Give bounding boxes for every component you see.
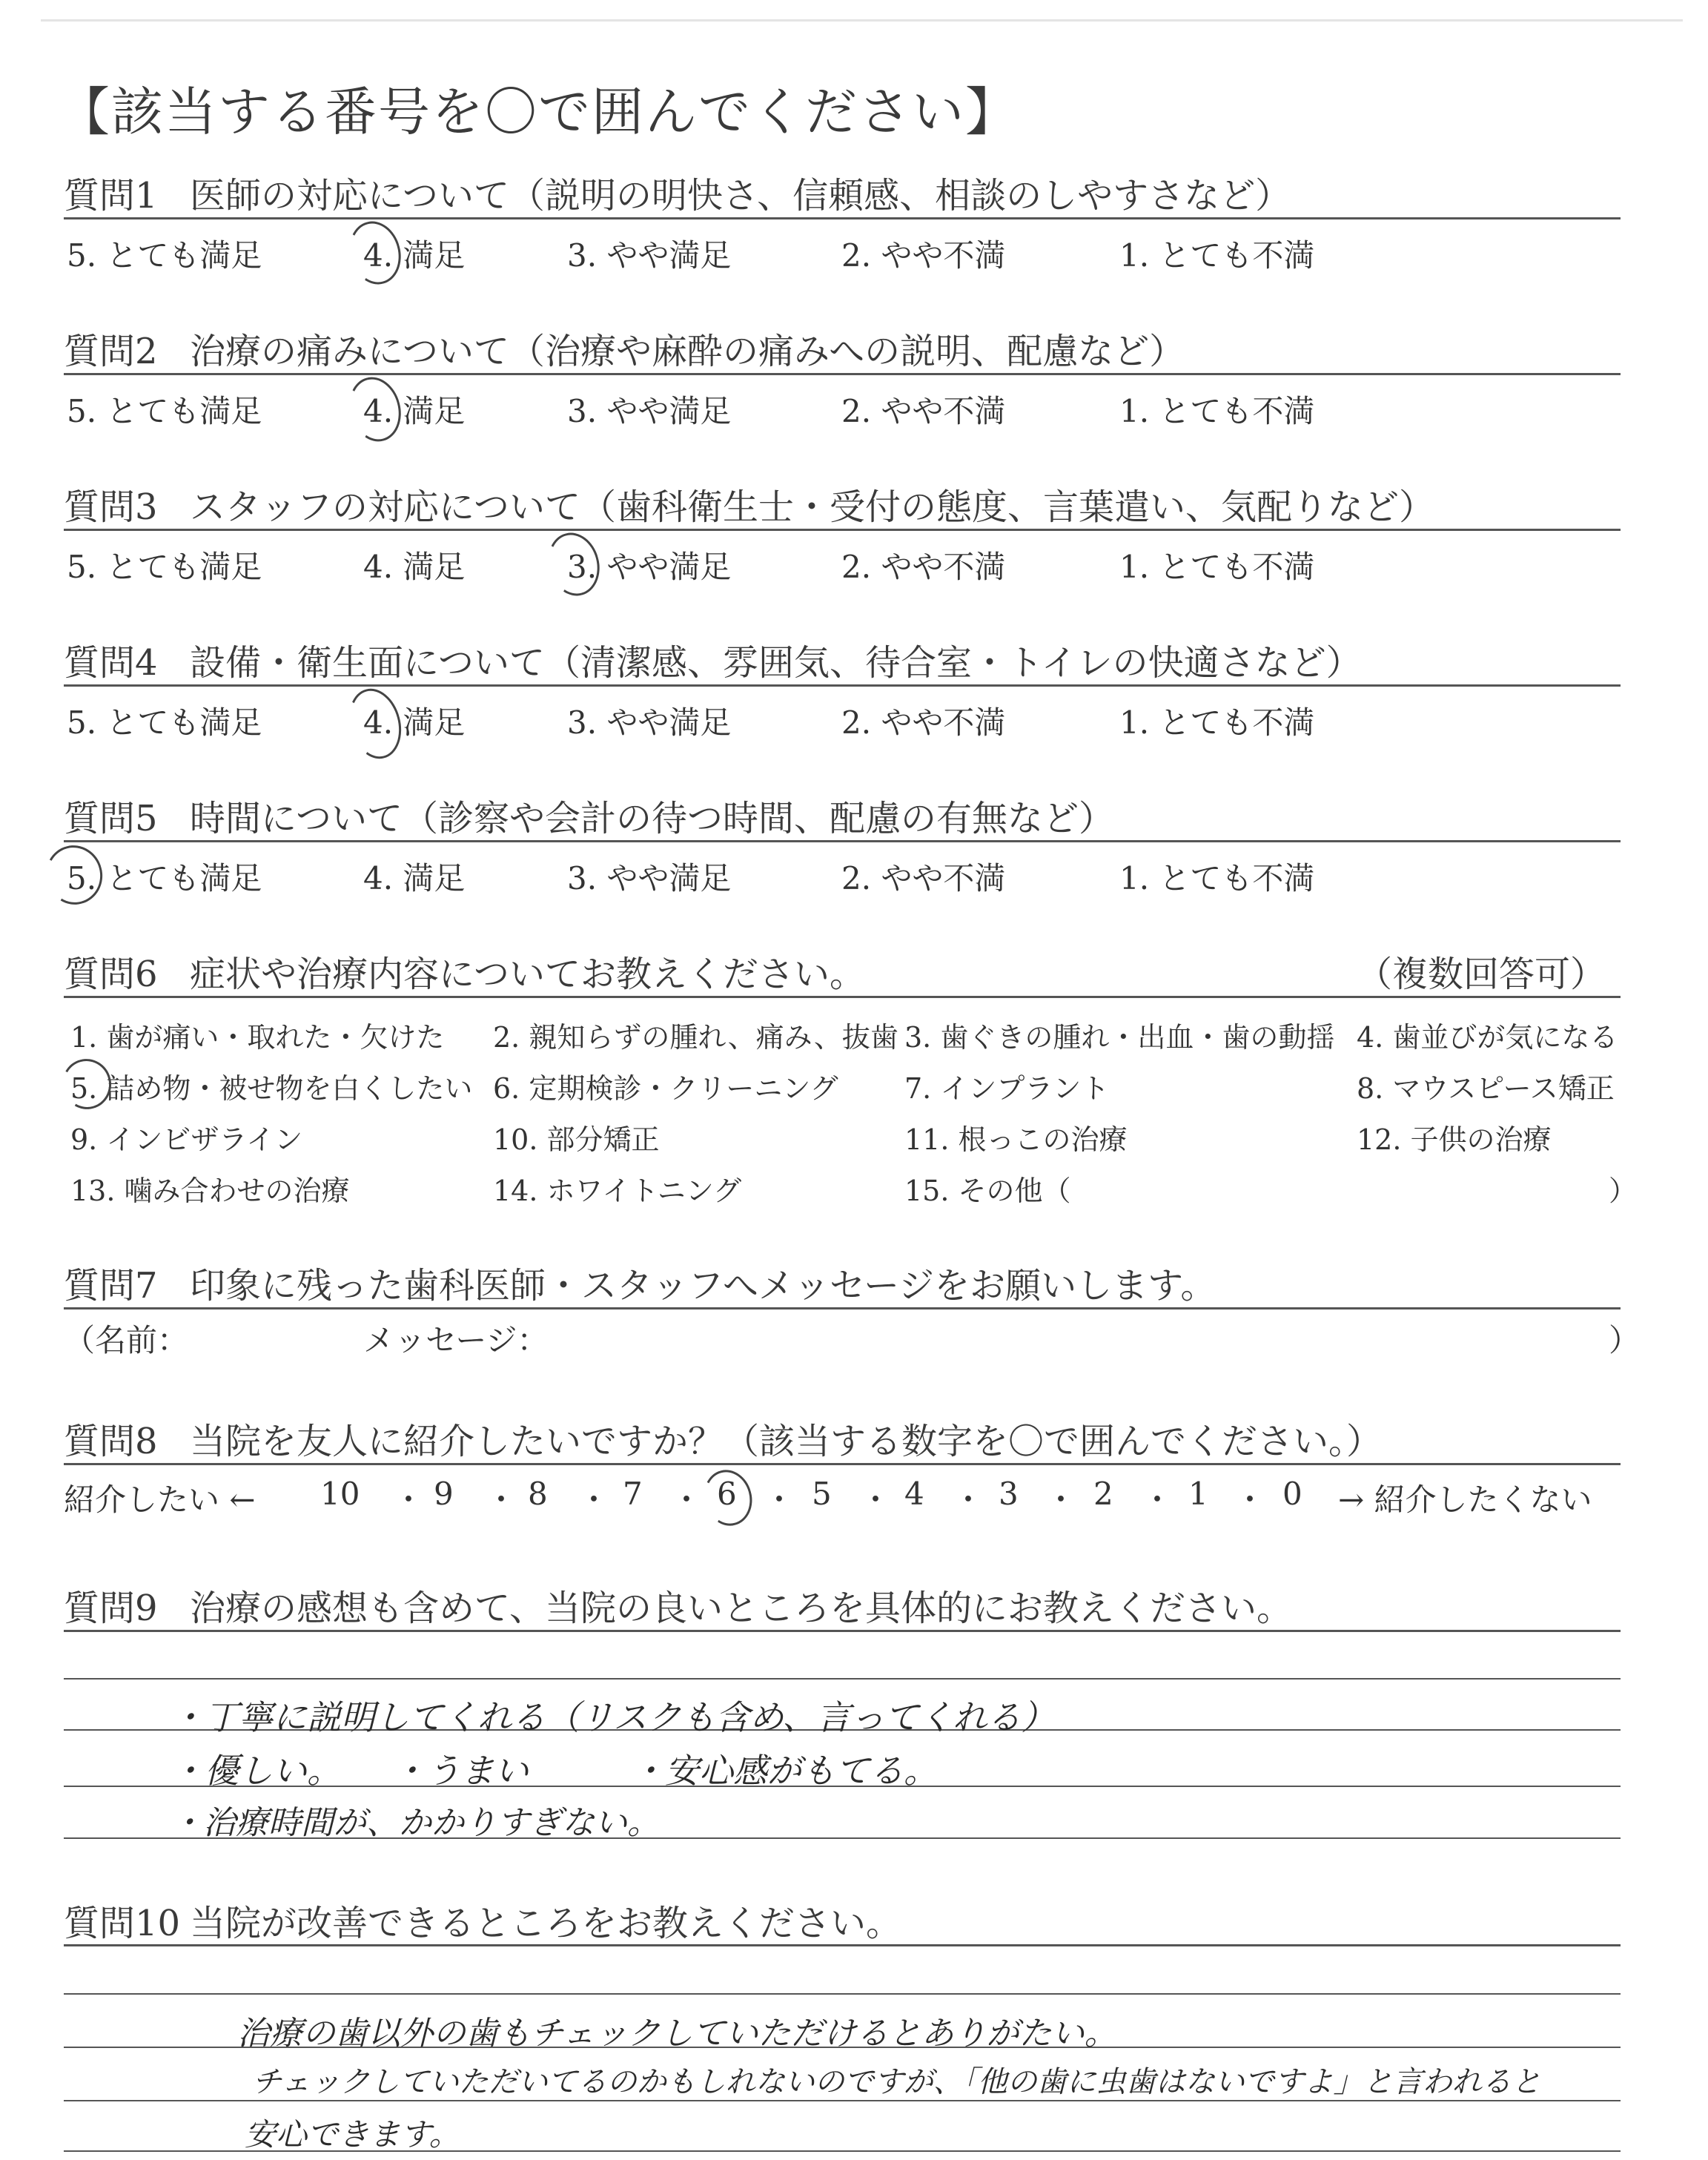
question-1 [64, 167, 1291, 218]
q10-handwriting-line: 治療の歯以外の歯もチェックしていただけるとありがたい。 [237, 2015, 1117, 2052]
q1-option-3[interactable]: 3. やや満足 [567, 237, 732, 274]
q8-scale-7[interactable]: 7 [623, 1476, 643, 1512]
question-5 [64, 790, 1114, 841]
q6-item-7[interactable]: 7. インプラント [904, 1072, 1110, 1105]
question-7-rule [64, 1307, 1621, 1309]
q4-option-2[interactable]: 2. やや不満 [841, 704, 1006, 741]
q8-scale-2[interactable]: 2 [1093, 1476, 1113, 1512]
q6-item-14[interactable]: 14. ホワイトニング [493, 1175, 742, 1207]
question-6-label: 質問6 [64, 954, 158, 995]
question-6-rule [64, 996, 1621, 998]
question-8 [64, 1413, 1382, 1464]
question-8-text: 当院を友人に紹介したいですか？（該当する数字を〇で囲んでください。） [190, 1421, 1383, 1462]
q1-option-2[interactable]: 2. やや不満 [841, 237, 1006, 274]
q6-close-paren: ） [1609, 1175, 1638, 1207]
q10-handwriting-line: 安心できます。 [245, 2116, 460, 2153]
question-9-label: 質問9 [64, 1588, 158, 1629]
q8-scale-3[interactable]: 3 [999, 1476, 1019, 1512]
q3-option-5[interactable]: 5. とても満足 [67, 549, 262, 585]
q6-item-11[interactable]: 11. 根っこの治療 [904, 1123, 1128, 1156]
question-3-rule [64, 529, 1621, 531]
q8-dot: ・ [486, 1482, 517, 1518]
q5-option-1[interactable]: 1. とても不満 [1119, 860, 1315, 896]
q10-handwriting-line: チェックしていただいてるのかもしれないのですが、「他の歯に虫歯はないですよ」と言われると [252, 2065, 1541, 2099]
question-4 [64, 634, 1362, 685]
q8-scale-8[interactable]: 8 [528, 1476, 548, 1512]
q4-option-3[interactable]: 3. やや満足 [567, 704, 732, 741]
q8-scale-6[interactable]: 6 [717, 1476, 737, 1512]
q9-handwriting-line: ・丁寧に説明してくれる（リスクも含め、言ってくれる） [171, 1697, 1056, 1737]
q5-option-3[interactable]: 3. やや満足 [567, 860, 732, 896]
q6-item-5[interactable]: 5. 詰め物・被せ物を白くしたい [70, 1072, 473, 1105]
q8-dot: ・ [1234, 1482, 1266, 1518]
q6-item-10[interactable]: 10. 部分矯正 [493, 1123, 660, 1156]
question-6 [64, 945, 865, 997]
q7-message-label: メッセージ： [363, 1322, 549, 1358]
question-9-rule [64, 1630, 1621, 1632]
q8-right-label: → 紹介したくない [1338, 1482, 1592, 1518]
question-1-text: 医師の対応について（説明の明快さ、信頼感、相談のしやすさなど） [190, 175, 1291, 217]
q6-item-1[interactable]: 1. 歯が痛い・取れた・欠けた [70, 1021, 445, 1054]
question-3-text: スタッフの対応について（歯科衛生士・受付の態度、言葉遣い、気配りなど） [190, 486, 1435, 528]
question-6-text: 症状や治療内容についてお教えください。 [190, 954, 866, 995]
question-10 [64, 1895, 901, 1946]
question-3-label: 質問3 [64, 486, 158, 528]
q8-scale-10[interactable]: 10 [320, 1476, 360, 1512]
q7-name-label: （名前： [64, 1322, 189, 1358]
q3-answer-circle [541, 527, 606, 602]
q8-scale-9[interactable]: 9 [434, 1476, 454, 1512]
q2-option-1[interactable]: 1. とても不満 [1119, 393, 1315, 429]
q6-item-2[interactable]: 2. 親知らずの腫れ、痛み、抜歯 [493, 1021, 898, 1054]
question-2-rule [64, 373, 1621, 375]
q5-option-5[interactable]: 5. とても満足 [67, 860, 262, 896]
question-9 [64, 1579, 1292, 1631]
question-7-text: 印象に残った歯科医師・スタッフへメッセージをお願いします。 [190, 1265, 1217, 1307]
q8-left-label: 紹介したい ← [64, 1482, 256, 1518]
q4-option-4[interactable]: 4. 満足 [363, 704, 466, 741]
q2-option-3[interactable]: 3. やや満足 [567, 393, 732, 429]
question-7-label: 質問7 [64, 1265, 158, 1307]
q5-answer-circle [39, 839, 109, 911]
q1-option-1[interactable]: 1. とても不満 [1119, 237, 1315, 274]
q8-dot: ・ [953, 1482, 984, 1518]
q3-option-3[interactable]: 3. やや満足 [567, 549, 732, 585]
q8-answer-circle [698, 1464, 758, 1531]
q1-answer-circle [342, 216, 408, 291]
question-10-rule [64, 1944, 1621, 1946]
q6-item-4[interactable]: 4. 歯並びが気になる [1357, 1021, 1618, 1054]
q2-option-4[interactable]: 4. 満足 [363, 393, 466, 429]
q3-option-2[interactable]: 2. やや不満 [841, 549, 1006, 585]
q8-dot: ・ [1045, 1482, 1077, 1518]
q5-option-2[interactable]: 2. やや不満 [841, 860, 1006, 896]
q2-option-2[interactable]: 2. やや不満 [841, 393, 1006, 429]
q8-dot: ・ [393, 1482, 425, 1518]
page-title: 【該当する番号を〇で囲んでください】 [58, 82, 1019, 142]
question-3 [64, 478, 1434, 529]
q1-option-5[interactable]: 5. とても満足 [67, 237, 262, 274]
q1-option-4[interactable]: 4. 満足 [363, 237, 466, 274]
q6-item-9[interactable]: 9. インビザライン [70, 1123, 303, 1156]
q8-dot: ・ [578, 1482, 610, 1518]
q6-item-3[interactable]: 3. 歯ぐきの腫れ・出血・歯の動揺 [904, 1021, 1335, 1054]
q4-option-5[interactable]: 5. とても満足 [67, 704, 262, 741]
q8-scale-1[interactable]: 1 [1188, 1476, 1208, 1512]
question-8-rule [64, 1463, 1621, 1465]
q6-item-12[interactable]: 12. 子供の治療 [1357, 1123, 1552, 1156]
q8-scale-5[interactable]: 5 [812, 1476, 832, 1512]
q8-scale-4[interactable]: 4 [904, 1476, 924, 1512]
question-4-label: 質問4 [64, 642, 158, 684]
question-9-text: 治療の感想も含めて、当院の良いところを具体的にお教えください。 [190, 1588, 1293, 1629]
question-10-label: 質問10 [64, 1903, 181, 1944]
question-2 [64, 323, 1185, 374]
q6-item-13[interactable]: 13. 噛み合わせの治療 [70, 1175, 350, 1207]
q6-item-6[interactable]: 6. 定期検診・クリーニング [493, 1072, 838, 1105]
q10-answer-line [64, 1993, 1621, 1995]
question-4-rule [64, 684, 1621, 687]
question-4-text: 設備・衛生面について（清潔感、雰囲気、待合室・トイレの快適さなど） [190, 642, 1362, 684]
q8-dot: ・ [1142, 1482, 1174, 1518]
q8-scale-0[interactable]: 0 [1282, 1476, 1302, 1512]
q2-answer-circle [342, 371, 408, 448]
q4-option-1[interactable]: 1. とても不満 [1119, 704, 1315, 741]
question-7 [64, 1257, 1216, 1308]
q9-handwriting-line: ・優しい。 ・うまい ・安心感がもてる。 [171, 1751, 938, 1791]
q8-dot: ・ [860, 1482, 892, 1518]
question-2-text: 治療の痛みについて（治療や麻酔の痛みへの説明、配慮など） [190, 331, 1185, 372]
top-border [41, 19, 1683, 22]
question-5-label: 質問5 [64, 798, 158, 839]
q8-dot: ・ [671, 1482, 703, 1518]
question-6-note: （複数回答可） [1357, 954, 1606, 995]
q6-item-15[interactable]: 15. その他（ [904, 1175, 1071, 1207]
q3-option-1[interactable]: 1. とても不満 [1119, 549, 1315, 585]
question-5-text: 時間について（診察や会計の待つ時間、配慮の有無など） [190, 798, 1115, 839]
question-8-label: 質問8 [64, 1421, 158, 1462]
q2-option-5[interactable]: 5. とても満足 [67, 393, 262, 429]
q4-answer-circle [342, 683, 409, 764]
q3-option-4[interactable]: 4. 満足 [363, 549, 466, 585]
question-1-label: 質問1 [64, 175, 158, 217]
q5-option-4[interactable]: 4. 満足 [363, 860, 466, 896]
q8-dot: ・ [764, 1482, 795, 1518]
question-1-rule [64, 217, 1621, 219]
question-10-text: 当院が改善できるところをお教えください。 [190, 1903, 902, 1944]
q9-handwriting-line: ・治療時間が、かかりすぎない。 [171, 1804, 660, 1842]
q9-answer-line [64, 1678, 1621, 1680]
question-2-label: 質問2 [64, 331, 158, 372]
q7-close-paren: ） [1609, 1322, 1641, 1358]
question-5-rule [64, 840, 1621, 842]
q6-item-8[interactable]: 8. マウスピース矯正 [1357, 1072, 1615, 1105]
